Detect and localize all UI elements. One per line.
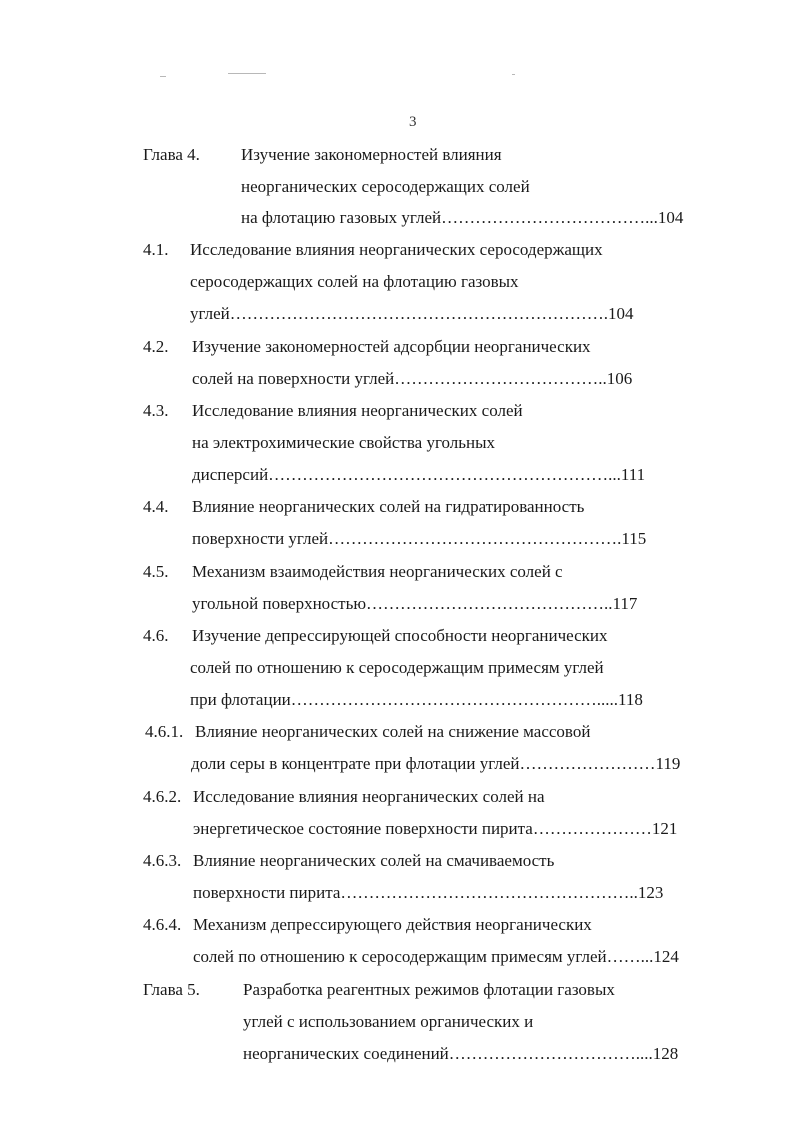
toc-entry-text: серосодержащих солей на флотацию газовых: [190, 272, 519, 291]
toc-entry-text: Механизм взаимодействия неорганических солей с: [192, 562, 563, 581]
toc-entry-number: 4.5.: [143, 562, 169, 581]
toc-entry-text: Разработка реагентных режимов флотации газовых: [243, 980, 615, 999]
toc-entry-text: Изучение депрессирующей способности неорганических: [192, 626, 608, 645]
toc-entry-number: 4.4.: [143, 497, 169, 516]
toc-entry-text: Изучение закономерностей адсорбции неорганических: [192, 337, 591, 356]
toc-entry-text: при флотации……………………………………………….....118: [190, 690, 643, 709]
toc-entry-number: 4.6.2.: [143, 787, 182, 806]
toc-entry-text: солей на поверхности углей………………………………..106: [192, 369, 633, 388]
page-number: 3: [409, 114, 417, 130]
toc-entry-text: Влияние неорганических солей на гидратированность: [192, 497, 585, 516]
toc-entry-number: Глава 5.: [143, 980, 200, 999]
toc-entry-text: Исследование влияния неорганических солей: [192, 401, 523, 420]
toc-entry-text: дисперсий……………………………………………………...111: [192, 465, 646, 484]
toc-entry-text: Изучение закономерностей влияния: [241, 145, 502, 164]
toc-entry-text: угольной поверхностью……………………………………..117: [192, 594, 638, 613]
scan-artifact: [228, 73, 266, 74]
toc-entry-number: Глава 4.: [143, 145, 200, 164]
toc-entry-text: Влияние неорганических солей на снижение массовой: [195, 722, 591, 741]
toc-entry-text: энергетическое состояние поверхности пирита…………………121: [193, 819, 678, 838]
toc-entry-text: Влияние неорганических солей на смачиваемость: [193, 851, 555, 870]
scan-artifact: [512, 74, 515, 75]
toc-entry-text: на флотацию газовых углей………………………………...104: [241, 208, 684, 227]
toc-entry-text: на электрохимические свойства угольных: [192, 433, 496, 452]
toc-entry-text: доли серы в концентрате при флотации углей……………………119: [191, 754, 681, 773]
toc-entry-number: 4.1.: [143, 240, 169, 259]
scan-artifact: [160, 76, 166, 77]
toc-entry-text: солей по отношению к серосодержащим примесям углей: [190, 658, 604, 677]
toc-entry-number: 4.2.: [143, 337, 169, 356]
toc-entry-text: поверхности углей…………………………………………….115: [192, 529, 647, 548]
toc-entry-text: Исследование влияния неорганических серосодержащих: [190, 240, 603, 259]
toc-entry-text: неорганических серосодержащих солей: [241, 177, 530, 196]
toc-entry-text: неорганических соединений……………………………....128: [243, 1044, 679, 1063]
toc-entry-text: поверхности пирита……………………………………………..123: [193, 883, 664, 902]
toc-entry-number: 4.6.4.: [143, 915, 182, 934]
toc-entry-text: углей………………………………………………………….104: [190, 304, 634, 323]
toc-entry-number: 4.6.3.: [143, 851, 182, 870]
toc-entry-number: 4.6.: [143, 626, 169, 645]
toc-entry-text: солей по отношению к серосодержащим примесям углей……...124: [193, 947, 679, 966]
toc-entry-text: Механизм депрессирующего действия неорганических: [193, 915, 592, 934]
toc-entry-text: углей с использованием органических и: [243, 1012, 534, 1031]
toc-entry-text: Исследование влияния неорганических солей на: [193, 787, 545, 806]
toc-entry-number: 4.6.1.: [145, 722, 184, 741]
toc-entry-number: 4.3.: [143, 401, 169, 420]
